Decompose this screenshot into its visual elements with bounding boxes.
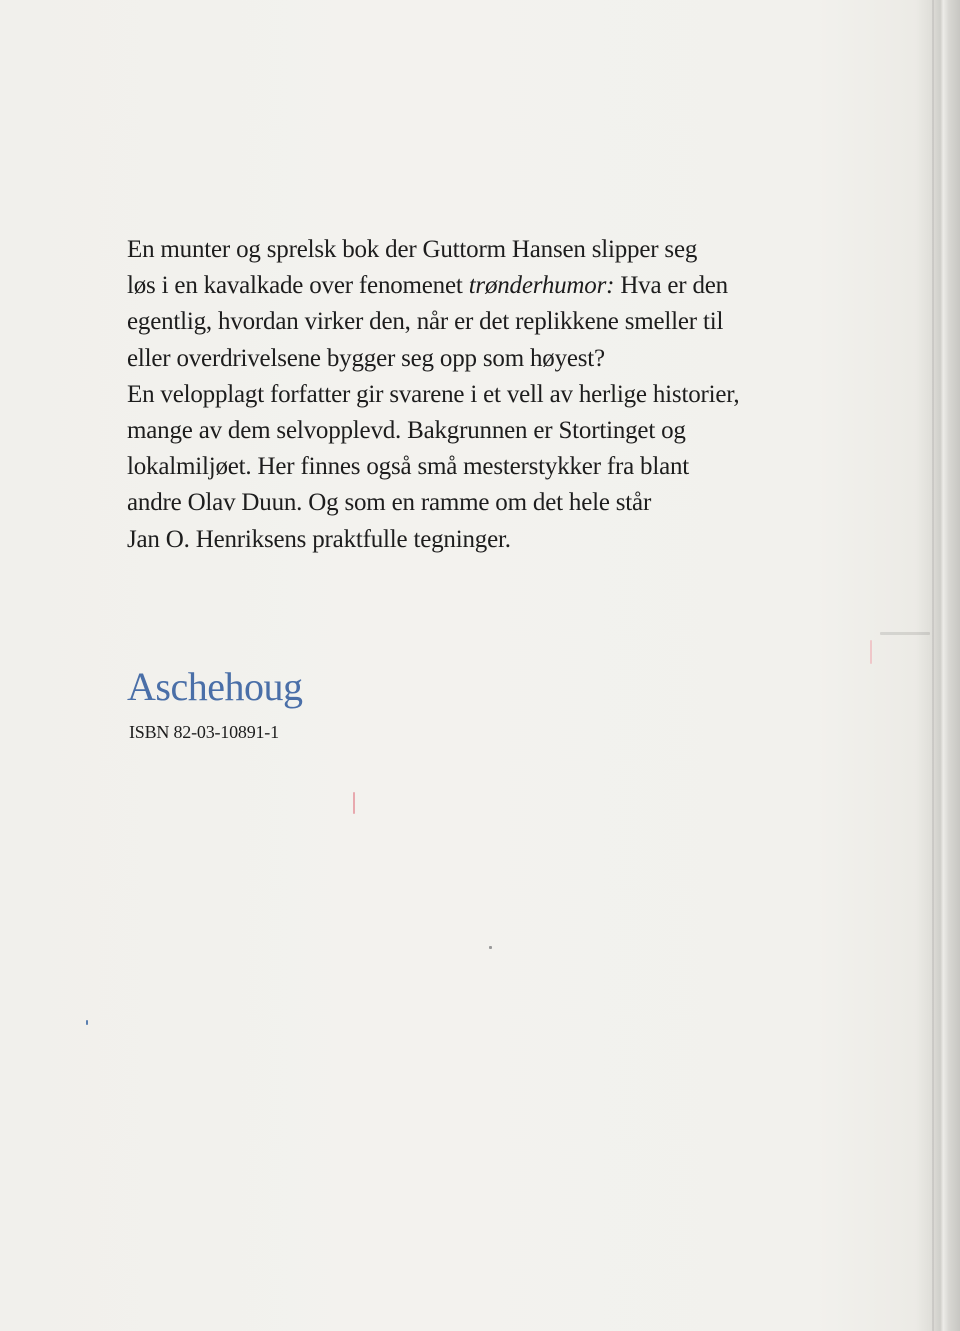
blurb-text: [127, 232, 827, 558]
blurb-line: lokalmiljøet. Her finnes også små mesterstykker fra blant: [127, 453, 690, 481]
blurb-line-start: løs i en kavalkade over fenomenet: [127, 272, 463, 300]
paper-speck: [86, 1020, 88, 1025]
paper-speck: [880, 632, 930, 635]
publisher-logo: Aschehoug: [127, 664, 303, 709]
blurb-italic-term: trønderhumor:: [468, 272, 615, 300]
blurb-line: En velopplagt forfatter gir svarene i et vell av herlige historier,: [127, 380, 740, 408]
isbn: ISBN 82-03-10891-1: [129, 722, 279, 742]
blurb-line: mange av dem selvopplevd. Bakgrunnen er Stortinget og: [127, 417, 686, 445]
paper-speck: [353, 792, 355, 814]
blurb-line: [127, 268, 827, 304]
blurb-line: andre Olav Duun. Og som en ramme om det hele står: [127, 489, 652, 517]
blurb-line-end: Hva er den: [620, 272, 728, 300]
paper-speck: [489, 946, 492, 949]
spine-edge: [916, 0, 960, 1331]
blurb-line: Jan O. Henriksens praktfulle tegninger.: [127, 525, 511, 553]
paper-speck: [870, 640, 872, 664]
blurb-line: egentlig, hvordan virker den, når er det replikkene smeller til: [127, 308, 724, 336]
blurb-line: En munter og sprelsk bok der Guttorm Hansen slipper seg: [127, 236, 698, 263]
spine-crease: [932, 0, 934, 1331]
blurb-line: eller overdrivelsene bygger seg opp som høyest?: [127, 344, 605, 372]
